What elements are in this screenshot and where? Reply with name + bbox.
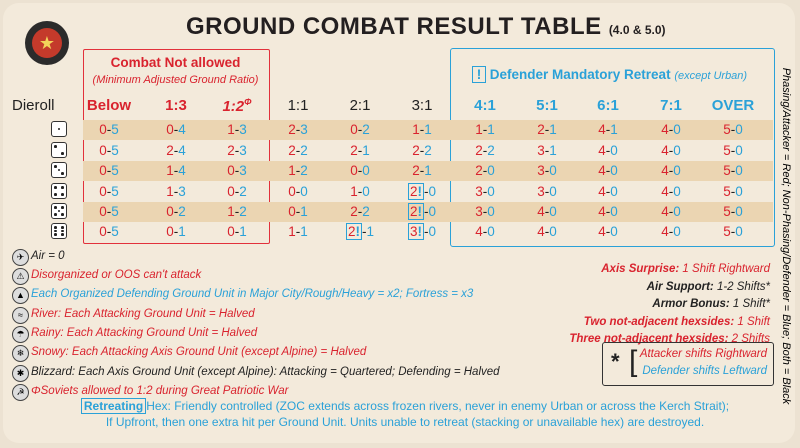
retreat-header [472, 66, 747, 83]
retreating-line1: Hex: Friendly controlled (ZOC extends across frozen rivers, never in enemy Urban or across the Kerch Strait); [146, 399, 730, 413]
faction-logo-icon: ★ [25, 21, 69, 65]
result-cell: 5-0 [723, 224, 743, 239]
result-cell: 1-3 [166, 184, 186, 199]
result-cell: 1-1 [412, 122, 432, 137]
shift-direction-box [602, 342, 774, 386]
retreat-label: Defender Mandatory Retreat [489, 67, 671, 82]
result-cell: 4-0 [661, 122, 681, 137]
retreat-mark-icon: 3! [409, 224, 422, 239]
result-cell: 4-0 [598, 184, 618, 199]
result-cell: 0-1 [227, 224, 247, 239]
result-cell: 2-3 [288, 122, 308, 137]
column-header-8: 5:1 [536, 97, 558, 114]
dieroll-label: Dieroll [12, 97, 55, 114]
result-cell: 0-1 [288, 204, 308, 219]
result-cell: 3-1 [537, 143, 557, 158]
retreat-mark-icon: ! [472, 66, 486, 83]
result-cell: 0-2 [350, 122, 370, 137]
die-2-icon [51, 142, 67, 158]
snowy-icon: ❄ [12, 345, 29, 362]
retreating-rule [30, 399, 780, 413]
column-header-6: 3:1 [411, 97, 433, 114]
note-text: Each Organized Defending Ground Unit in Major City/Rough/Heavy = x2; Fortress = x3 [31, 288, 474, 300]
die-5-icon [51, 203, 67, 219]
note-text: Disorganized or OOS can't attack [31, 269, 202, 281]
result-cell: 0-5 [99, 143, 119, 158]
result-cell: 2-1 [350, 143, 370, 158]
result-cell: 5-0 [723, 122, 743, 137]
result-cell: 4-0 [661, 184, 681, 199]
result-cell: 1-0 [350, 184, 370, 199]
result-cell: 4-0 [598, 204, 618, 219]
retreating-label: Retreating [81, 398, 146, 414]
result-cell: 1-1 [475, 122, 495, 137]
result-cell: 2-0 [475, 163, 495, 178]
result-cell: 3-0 [537, 163, 557, 178]
result-cell: 4-0 [661, 163, 681, 178]
result-cell: 4-0 [537, 224, 557, 239]
result-cell: 2-2 [412, 143, 432, 158]
color-legend-sidebar [771, 60, 793, 420]
result-cell: 0-5 [99, 184, 119, 199]
result-cell: 4-0 [537, 204, 557, 219]
result-cell: 2-1 [412, 163, 432, 178]
shift-item: Two not-adjacent hexsides: 1 Shift [583, 316, 770, 328]
result-cell: 0-4 [166, 122, 186, 137]
result-cell: 1-3 [227, 122, 247, 137]
result-cell: 2! -1 [347, 224, 375, 239]
result-cell: 4-0 [598, 224, 618, 239]
die-3-icon [51, 162, 67, 178]
not-allowed-label: Combat Not allowed [110, 55, 241, 70]
soviet-icon: ☭ [12, 384, 29, 401]
fortress-icon: ▲ [12, 287, 29, 304]
air-icon: ✈ [12, 249, 29, 266]
result-cell: 3-0 [537, 184, 557, 199]
note-text: River: Each Attacking Ground Unit = Halved [31, 308, 255, 320]
note-text: Air = 0 [31, 250, 65, 262]
column-header-11: OVER [711, 97, 755, 114]
soviet-mark: Φ [244, 97, 252, 107]
retreat-sublabel: (except Urban) [674, 70, 748, 82]
result-cell: 1-2 [227, 204, 247, 219]
retreating-line2: If Upfront, then one extra hit per Ground Unit. Units unable to retreat (stacking or unavailable hex) are destroyed. [105, 415, 705, 429]
die-4-icon [51, 183, 67, 199]
result-cell: 0-3 [227, 163, 247, 178]
result-cell: 1-4 [166, 163, 186, 178]
blizzard-icon: ✱ [12, 365, 29, 382]
result-cell: 4-0 [661, 224, 681, 239]
attacker-shift-text: Attacker shifts Rightward [639, 348, 767, 360]
column-header-9: 6:1 [597, 97, 619, 114]
result-cell: 4-0 [661, 143, 681, 158]
die-6-icon [51, 223, 67, 239]
result-cell: 2-2 [350, 204, 370, 219]
result-cell: 1-1 [288, 224, 308, 239]
result-cell: 0-5 [99, 122, 119, 137]
result-cell: 4-1 [598, 122, 618, 137]
retreat-mark-icon: 2! [409, 184, 422, 199]
result-cell: 5-0 [723, 163, 743, 178]
table-title: GROUND COMBAT RESULT TABLE (4.0 & 5.0) [186, 13, 666, 40]
result-cell: 0-0 [288, 184, 308, 199]
result-cell: 2-3 [227, 143, 247, 158]
note-text: Rainy: Each Attacking Ground Unit = Halved [31, 327, 258, 339]
note-text: ΦSoviets allowed to 1:2 during Great Patriotic War [31, 385, 289, 397]
column-header-2: 1:3 [165, 97, 187, 114]
result-cell: 0-1 [166, 224, 186, 239]
result-cell: 2-4 [166, 143, 186, 158]
shift-item: Three not-adjacent hexsides: 2 Shifts [569, 333, 770, 345]
column-header-3: $1:2^\Phi$ [222, 97, 252, 115]
result-cell: 4-0 [475, 224, 495, 239]
column-header-5: 2:1 [349, 97, 371, 114]
not-allowed-sublabel: (Minimum Adjusted Ground Ratio) [92, 74, 259, 86]
result-cell: 0-5 [99, 204, 119, 219]
result-cell: 2-1 [537, 122, 557, 137]
result-cell: 4-0 [598, 163, 618, 178]
color-legend-text: Phasing/Attacker = Red; Non-Phasing/Defender = Blue; Both = Black [780, 67, 792, 405]
result-cell: 4-0 [598, 143, 618, 158]
die-1-icon [51, 121, 67, 137]
result-cell: 0-5 [99, 224, 119, 239]
result-cell: 0-0 [350, 163, 370, 178]
column-header-1: Below [86, 97, 132, 114]
shift-bracket: [ [629, 345, 638, 378]
shift-item: Air Support: 1-2 Shifts* [646, 281, 770, 293]
result-cell: 2-2 [288, 143, 308, 158]
result-cell: 4-0 [661, 204, 681, 219]
result-cell: 5-0 [723, 184, 743, 199]
retreat-mark-icon: 2! [347, 224, 360, 239]
column-header-7: 4:1 [474, 97, 496, 114]
defender-shift-text: Defender shifts Leftward [642, 365, 767, 377]
note-text: Snowy: Each Attacking Axis Ground Unit (except Alpine) = Halved [31, 346, 367, 358]
result-cell: 0-5 [99, 163, 119, 178]
result-cell: 2-2 [475, 143, 495, 158]
column-header-10: 7:1 [660, 97, 682, 114]
result-cell: 1-2 [288, 163, 308, 178]
rainy-icon: ☂ [12, 326, 29, 343]
shift-star: * [611, 349, 620, 374]
disorganized-icon: ⚠ [12, 268, 29, 285]
result-cell: 3-0 [475, 184, 495, 199]
result-cell: 5-0 [723, 204, 743, 219]
shift-item: Axis Surprise: 1 Shift Rightward [601, 263, 770, 275]
result-cell: 0-2 [227, 184, 247, 199]
column-header-4: 1:1 [287, 97, 309, 114]
result-cell: 0-2 [166, 204, 186, 219]
result-cell: 3! -0 [409, 224, 437, 239]
river-icon: ≈ [12, 307, 29, 324]
result-cell: 3-0 [475, 204, 495, 219]
result-cell: 2! -0 [409, 204, 437, 219]
result-cell: 5-0 [723, 143, 743, 158]
result-cell: 2! -0 [409, 184, 437, 199]
note-text: Blizzard: Each Axis Ground Unit (except Alpine): Attacking = Quartered; Defending = Halved [31, 366, 500, 378]
shift-item: Armor Bonus: 1 Shift* [652, 298, 770, 310]
retreat-mark-icon: 2! [409, 204, 422, 219]
